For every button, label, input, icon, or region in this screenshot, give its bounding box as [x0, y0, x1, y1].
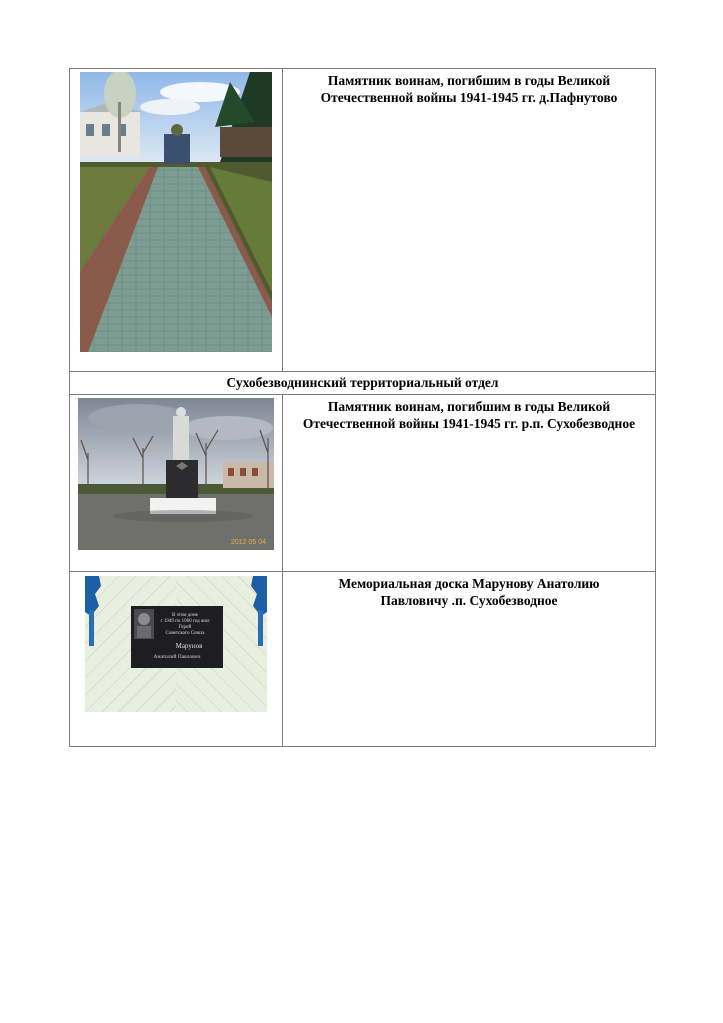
section-row	[70, 372, 656, 395]
date-stamp: 2012 05 04	[231, 539, 267, 546]
caption-cell	[283, 69, 656, 372]
monument-pafnutovo-photo	[80, 72, 272, 352]
table-row	[70, 572, 656, 747]
caption-cell	[283, 395, 656, 572]
table-row	[70, 395, 656, 572]
plaque-caption: Мемориальная доска Марунову Анатолию Павловичу .п. Сухобезводное	[338, 576, 600, 608]
table-row	[70, 69, 656, 372]
plaque-name: Анатолий Павлович	[153, 654, 201, 660]
photo-cell	[70, 572, 283, 747]
memorial-plaque-photo	[85, 576, 267, 712]
monument-sukhobezvodnoe-photo	[78, 398, 274, 550]
plaque-line: Герой	[178, 625, 192, 630]
memorial-table	[69, 68, 656, 747]
caption-cell	[283, 572, 656, 747]
section-title: Сухобезводнинский территориальный отдел	[70, 372, 656, 395]
plaque-line: Советского Союза	[165, 631, 205, 636]
photo-cell	[70, 69, 283, 372]
plaque-line: В этом доме	[171, 613, 199, 618]
monument-caption: Памятник воинам, погибшим в годы Великой Отечественной войны 1941-1945 гг. д.Пафнутово	[320, 73, 618, 105]
plaque-line: с 1949 по 1960 год жил	[160, 619, 210, 624]
monument-caption: Памятник воинам, погибшим в годы Великой Отечественной войны 1941-1945 гг. р.п. Сухобезводное	[302, 399, 636, 431]
plaque-name: Марунов	[175, 642, 203, 650]
photo-cell	[70, 395, 283, 572]
